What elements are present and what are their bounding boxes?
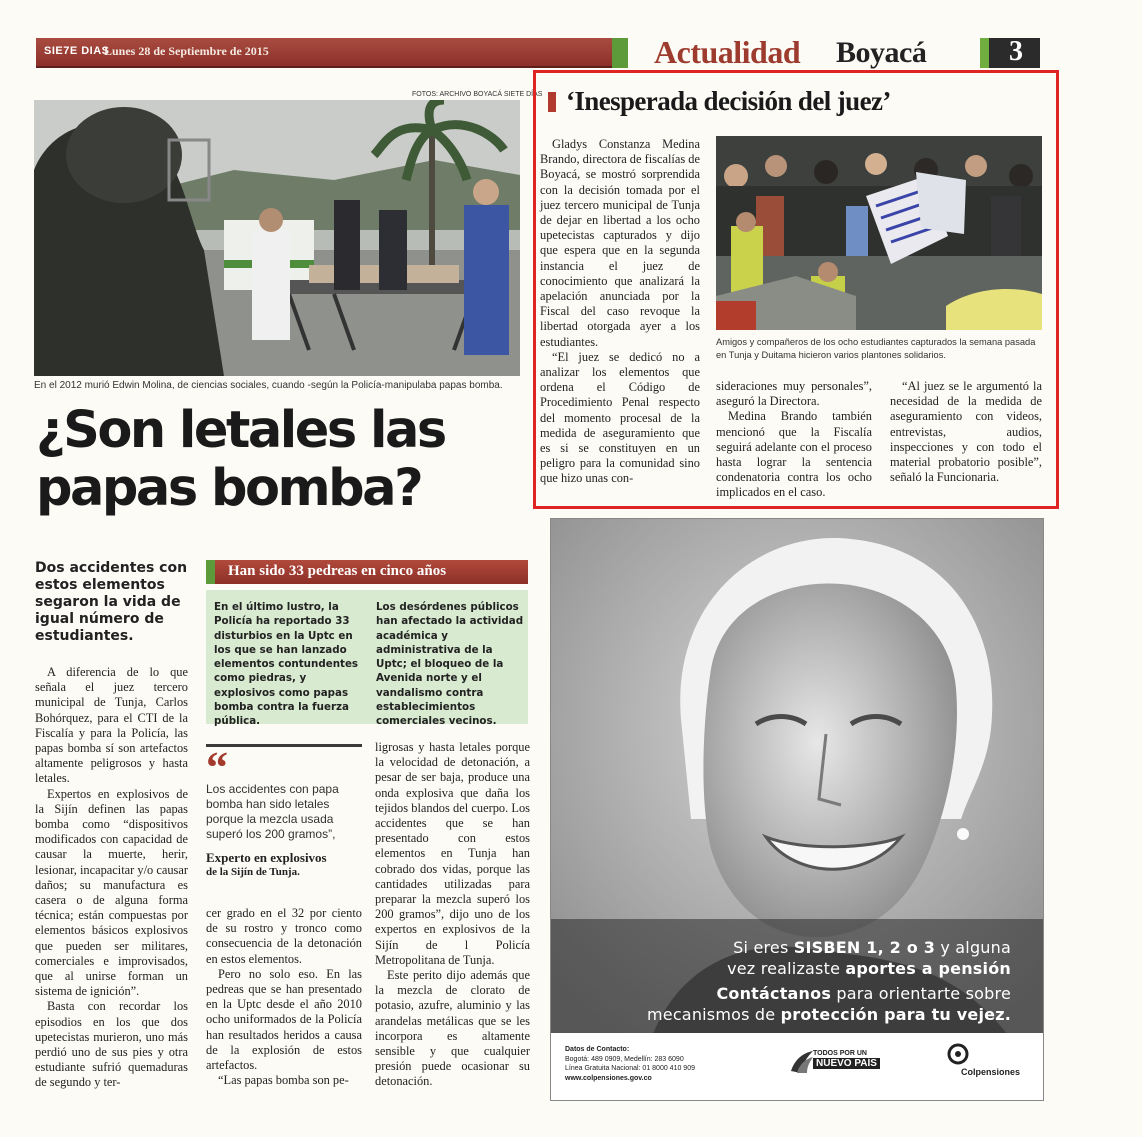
paragraph: Basta con recordar los episodios en los que dos upetecistas murieron, uno más perdió uno de sus pies y otra estudiante sufrió quemaduras de segundo y ter- [35, 999, 188, 1090]
contact-line: Línea Gratuita Nacional: 01 8000 410 909 [565, 1065, 695, 1072]
article-deck: Dos accidentes con estos elementos segaron la vida de igual número de estudiantes. [35, 560, 188, 644]
gov-logo-line: TODOS POR UN [813, 1050, 867, 1057]
ad-contact [565, 1045, 765, 1083]
publication-name: SIE7E DIAS [44, 45, 110, 57]
sidebar-column-3 [890, 379, 1042, 485]
paragraph: “Las papas bomba son pe- [218, 1073, 349, 1088]
paragraph: ligrosas y hasta letales porque la velocidad de detonación, a pesar de ser baja, produce una onda explosiva que daña los tejidos blandos del cuerpo. Los accidentes que se han presentado con estos elementos en Tunja han cobrado dos vidas, porque las cantidades utilizadas para preparar la mezcla superó los 200 gramos”, dijo uno de los expertos en explosivos de la Sijín de l Policía Metropolitana de Tunja. [375, 740, 530, 967]
infobox-title: Han sido 33 pedreas en cinco años [228, 563, 447, 579]
header-accent [612, 38, 628, 68]
headline-line: papas bomba? [36, 459, 422, 518]
ad-text: vez realizaste [727, 959, 846, 978]
ad-text-strong: Contáctanos [716, 984, 832, 1003]
paragraph: “Al juez se le argumentó la necesidad de la medida de aseguramiento con videos, entrevistas, audios, inspecciones y con todo el material probatorio posible”, señaló la Funcionaria. [890, 379, 1042, 485]
gov-logo-line: NUEVO PAÍS [813, 1058, 880, 1069]
ad-text: mecanismos de [646, 1005, 781, 1024]
issue-date: Lunes 28 de Septiembre de 2015 [104, 44, 269, 58]
ad-text-strong: aportes a pensión [845, 959, 1011, 978]
paragraph: Este perito dijo además que la mezcla de clorato de potasio, azufre, aluminio y las arandelas metálicas que se les incorpora es altamente sensible y que cualquier presión puede ocasionar su detonación. [375, 968, 530, 1089]
photo-credit: FOTOS: ARCHIVO BOYACÁ SIETE DÍAS [412, 91, 543, 98]
section-name: Actualidad [654, 34, 801, 70]
contact-title: Datos de Contacto: [565, 1046, 630, 1053]
article-column-2 [206, 906, 362, 1088]
gov-logo-text [813, 1049, 880, 1069]
contact-url: www.colpensiones.gov.co [565, 1074, 652, 1082]
ad-text: Si eres [733, 938, 794, 957]
ad-text: para orientarte sobre [831, 984, 1011, 1003]
paragraph: Gladys Constanza Medina Brando, directora de fiscalías de Boyacá, se mostró sorprendida con la decisión tomada por el juez tercero municipal de Tunja de dejar en libertad a los ocho upetecistas capturados y dijo que espera que en la segunda instancia el juez de conocimiento que analizará la apelación anunciada por la Fiscal del caso revoque la libertad otorgada ayer a los estudiantes. [540, 137, 700, 349]
photo-caption: En el 2012 murió Edwin Molina, de ciencias sociales, cuando -según la Policía-manipulaba papas bomba. [34, 380, 503, 391]
quote-attribution: Experto en explosivos [206, 850, 327, 865]
main-headline [36, 402, 516, 518]
ad-text-strong: protección para tu vejez. [780, 1005, 1011, 1024]
photo-police-scene [34, 100, 520, 376]
ad-text: y alguna [935, 938, 1011, 957]
sidebar-column-1 [540, 137, 700, 487]
sidebar-photo-caption: Amigos y compañeros de los ocho estudiantes capturados la semana pasada en Tunja y Duitama hicieron varios plantones solidarios. [716, 337, 1036, 360]
contact-line: Bogotá: 489 0909, Medellín: 283 6090 [565, 1055, 684, 1063]
paragraph: sideraciones muy personales”, aseguró la Directora. [716, 379, 872, 409]
paragraph: “El juez se dedicó no a analizar los elementos que ordena el Código de Procedimiento Penal respecto del momento procesal de la medida de aseguramiento que es si se constituyen en un peligro para la comunidad sino que hizo unas con- [540, 349, 700, 486]
sidebar-title: ‘Inesperada decisión del juez’ [566, 86, 891, 116]
colpensiones-ad [550, 518, 1044, 1101]
sidebar-title-accent [548, 92, 556, 112]
infobox-accent [206, 560, 215, 584]
photo-student-protest [716, 136, 1042, 330]
article-column-3 [375, 740, 530, 1090]
sidebar-column-2 [716, 379, 872, 501]
paragraph: Pero no solo eso. En las pedreas que se han presentado en la Uptc desde el año 2010 ocho uniformados de la Policía han resultados heridos a causa de la explosión de estos artefactos. [206, 966, 362, 1073]
paragraph: Expertos en explosivos de la Sijín definen las papas bomba como “dispositivos modificados con capacidad de causar la muerte, herir, lesionar, incapacitar y/o causar daños; su manufactura es casera o de alguna forma técnica; están compuestas por elementos básicos explosivos que pueden ser militares, comerciales e improvisados, que al unirse forman un sistema de ignición”. [35, 786, 188, 999]
ad-text-strong: SISBEN 1, 2 o 3 [793, 938, 936, 957]
infobox-right-text: Los desórdenes públicos han afectado la actividad académica y administrativa de la Uptc; el bloqueo de la Avenida norte y el vandalismo contra establecimientos comerciales vecinos. [376, 601, 524, 728]
ad-footer [551, 1033, 1044, 1101]
page-number: 3 [1009, 36, 1023, 67]
page-number-accent [980, 38, 989, 68]
infobox-left-text: En el último lustro, la Policía ha reportado 33 disturbios en la Uptc en los que se han lanzado elementos contundentes como piedras, y explosivos como papas bomba contra la fuerza pública. [214, 601, 359, 728]
pull-quote: Los accidentes con papa bomba han sido letales porque la mezcla usada superó los 200 gramos”, [206, 782, 339, 841]
headline-line: ¿Son letales las [36, 401, 445, 460]
colpensiones-logo-icon [947, 1043, 969, 1065]
paragraph: cer grado en el 32 por ciento de su rostro y tronco como consecuencia de la detonación en estos elementos. [206, 906, 362, 966]
quote-attribution-source: de la Sijín de Tunja. [206, 866, 300, 878]
quote-rule [206, 744, 362, 747]
paragraph: Medina Brando también mencionó que la Fiscalía seguirá adelante con el proceso hasta lograr la sentencia condenatoria contra los ocho implicados en el caso. [716, 409, 872, 500]
paragraph: A diferencia de lo que señala el juez tercero municipal de Tunja, Carlos Bohórquez, para el CTI de la Fiscalía y para la Policía, las papas bomba sí son artefactos altamente peligrosos y hasta letales. [35, 665, 188, 786]
ad-message [571, 937, 1011, 1025]
article-column-1 [35, 665, 188, 1091]
section-region: Boyacá [836, 36, 927, 69]
colpensiones-logo-text: Colpensiones [961, 1067, 1021, 1077]
quote-mark-icon: “ [206, 743, 228, 792]
